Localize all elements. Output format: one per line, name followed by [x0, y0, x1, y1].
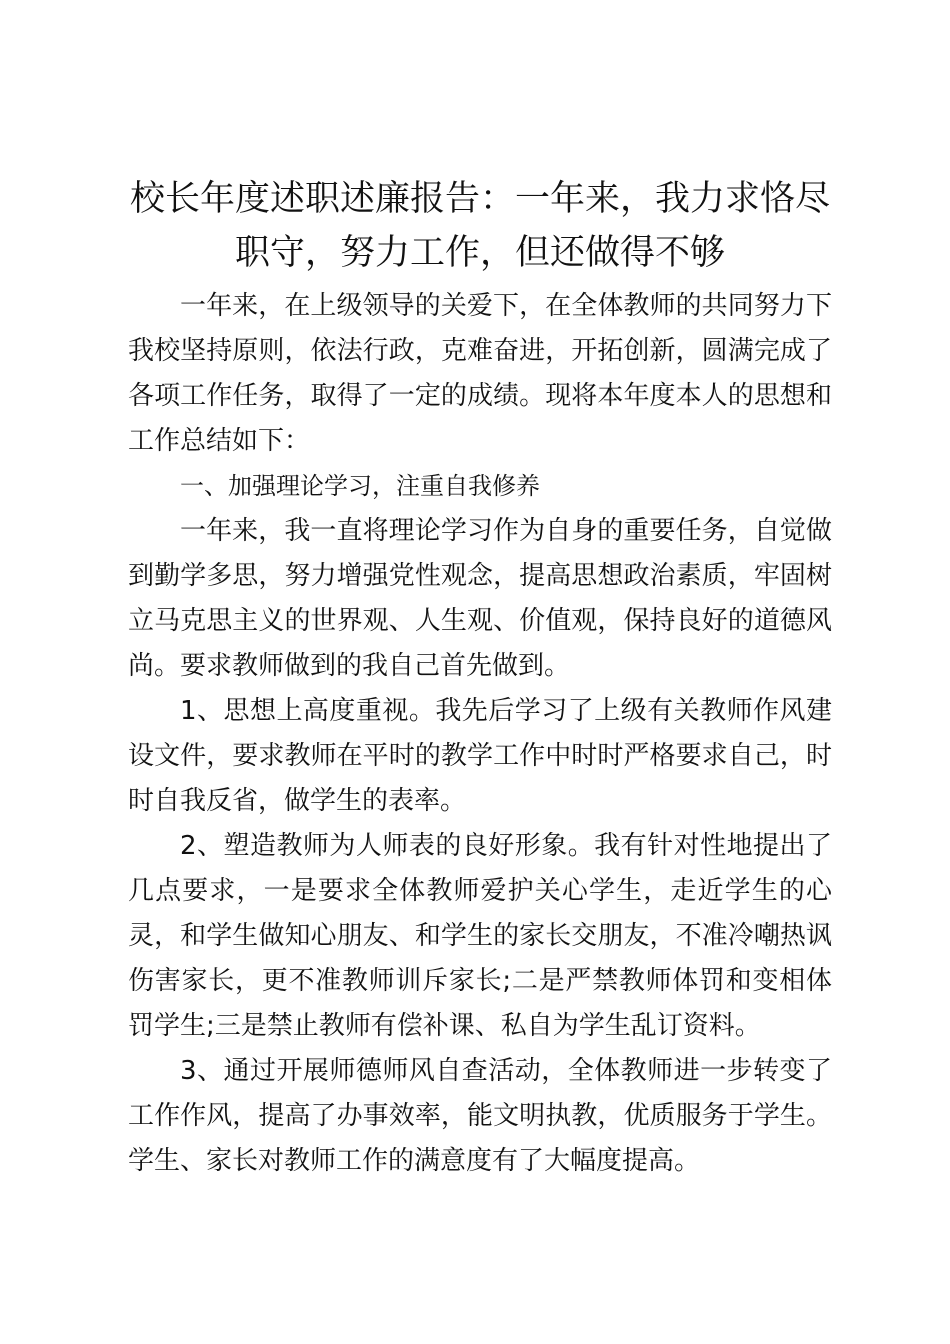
item-2-paragraph: 2、塑造教师为人师表的良好形象。我有针对性地提出了几点要求，一是要求全体教师爱护关心学生，走近学生的心灵，和学生做知心朋友、和学生的家长交朋友，不准冷嘲热讽伤害家长，更不准教师训斥家长;二是严禁教师体罚和变相体罚学生;三是禁止教师有偿补课、私自为学生乱订资料。	[128, 831, 832, 1041]
document-body	[128, 172, 832, 1184]
item-3-paragraph: 3、通过开展师德师风自查活动，全体教师进一步转变了工作作风，提高了办事效率，能文明执教，优质服务于学生。学生、家长对教师工作的满意度有了大幅度提高。	[128, 1056, 832, 1176]
title-line-2: 职守，努力工作，但还做得不够	[234, 233, 725, 273]
document-title	[128, 172, 832, 280]
title-line-1: 校长年度述职述廉报告：一年来，我力求恪尽	[129, 179, 830, 219]
item-1-paragraph: 1、思想上高度重视。我先后学习了上级有关教师作风建设文件，要求教师在平时的教学工作中时时严格要求自己，时时自我反省，做学生的表率。	[128, 696, 832, 816]
section-1-heading: 一、加强理论学习，注重自我修养	[180, 472, 540, 500]
intro-paragraph: 一年来，在上级领导的关爱下，在全体教师的共同努力下我校坚持原则，依法行政，克难奋进，开拓创新，圆满完成了各项工作任务，取得了一定的成绩。现将本年度本人的思想和工作总结如下：	[128, 291, 832, 456]
section-1-paragraph: 一年来，我一直将理论学习作为自身的重要任务，自觉做到勤学多思，努力增强党性观念，提高思想政治素质，牢固树立马克思主义的世界观、人生观、价值观，保持良好的道德风尚。要求教师做到的我自己首先做到。	[128, 516, 832, 681]
